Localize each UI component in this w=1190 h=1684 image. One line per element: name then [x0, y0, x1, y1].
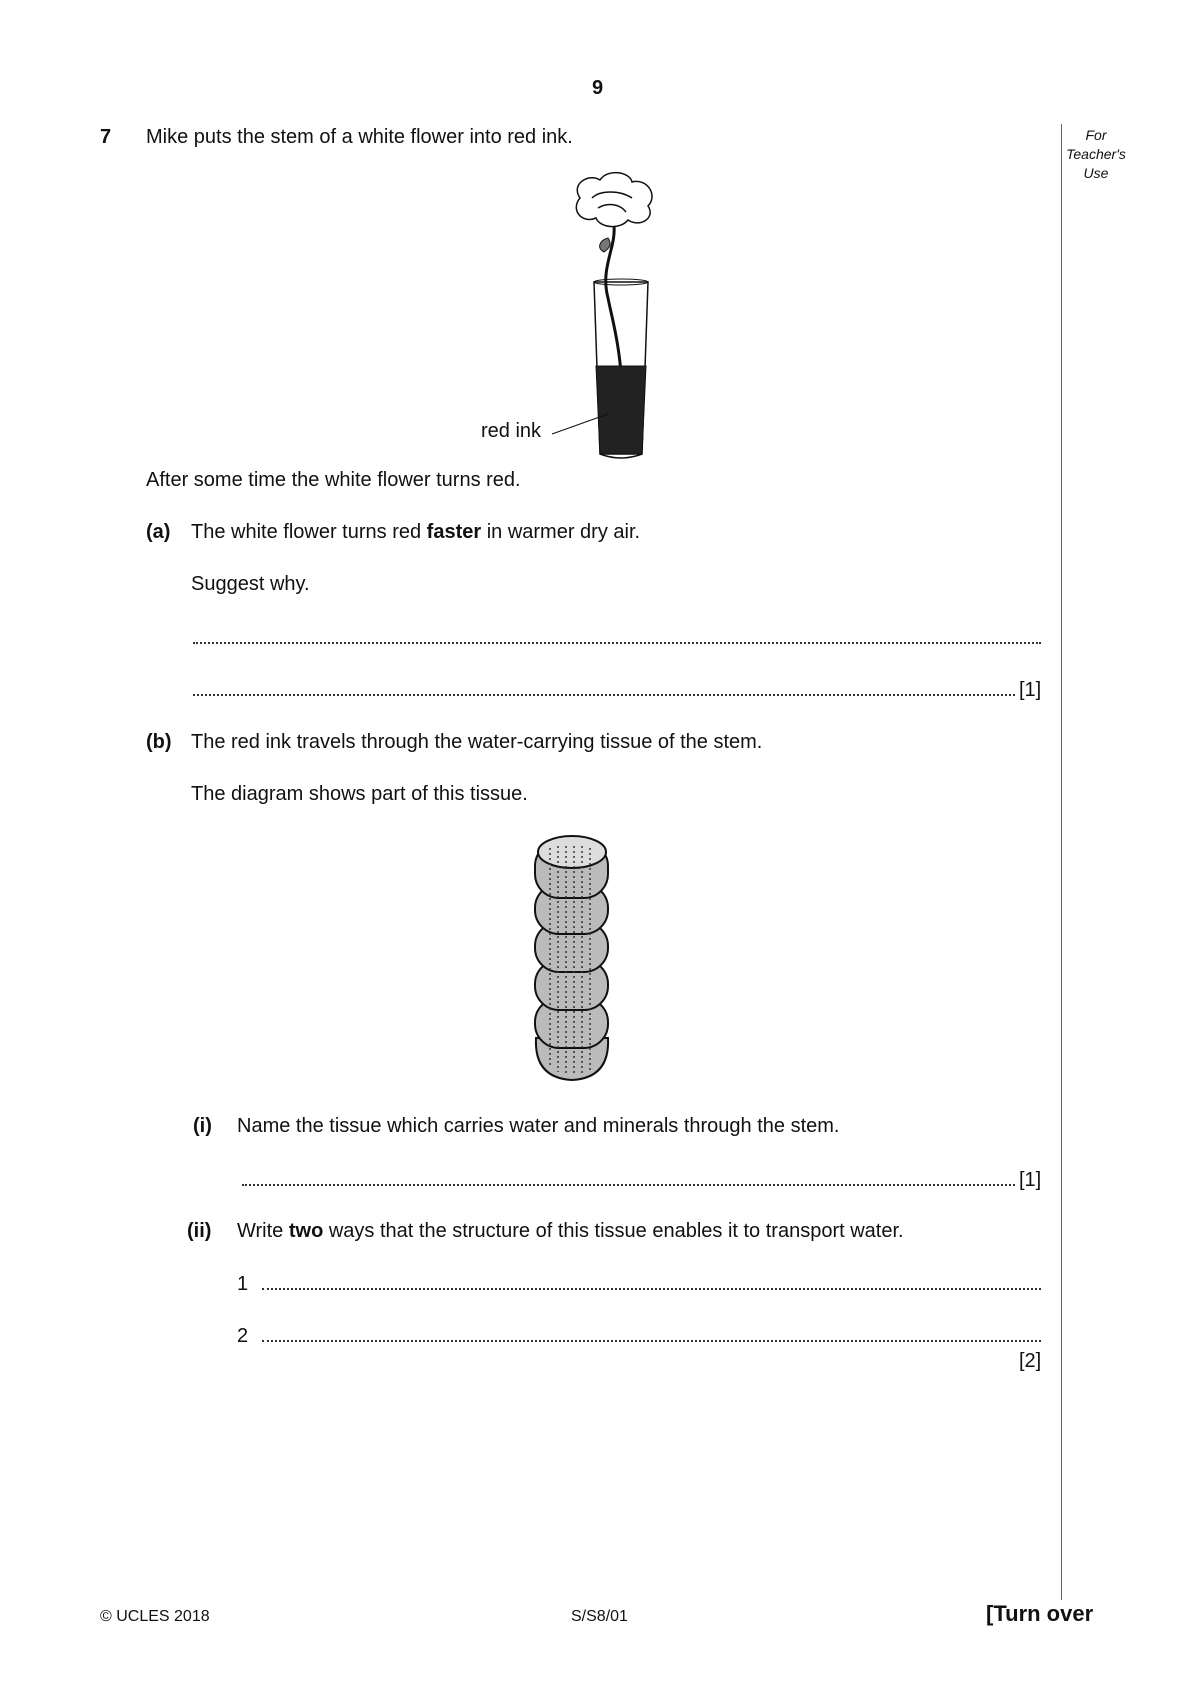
observation-text: After some time the white flower turns red. [146, 469, 521, 491]
answer-number-2: 2 [237, 1325, 249, 1347]
part-a-label: (a) [146, 521, 171, 543]
part-b-text2: The diagram shows part of this tissue. [191, 783, 528, 805]
margin-label-line: For [1085, 127, 1107, 143]
answer-line-b-i[interactable] [242, 1184, 1015, 1186]
part-b-ii-label: (ii) [187, 1220, 212, 1242]
part-b-label: (b) [146, 731, 172, 753]
marks-a: [1] [1019, 679, 1042, 701]
question-number: 7 [100, 126, 112, 148]
margin-divider [1061, 124, 1062, 1600]
question-intro: Mike puts the stem of a white flower into red ink. [146, 126, 573, 148]
red-ink-pointer-line [550, 410, 610, 440]
marks-b-i: [1] [1019, 1169, 1042, 1191]
answer-line-b-ii-1[interactable] [262, 1288, 1041, 1290]
footer-code: S/S8/01 [571, 1608, 628, 1625]
part-b-ii-text: Write two ways that the structure of this tissue enables it to transport water. [237, 1220, 904, 1242]
answer-number-1: 1 [237, 1273, 249, 1295]
part-a-prompt: Suggest why. [191, 573, 310, 595]
part-b-text: The red ink travels through the water-carrying tissue of the stem. [191, 731, 763, 753]
answer-line-b-ii-2[interactable] [262, 1340, 1041, 1342]
footer-copyright: © UCLES 2018 [100, 1608, 210, 1625]
turn-over-label: [Turn over [986, 1601, 1094, 1626]
answer-line-a2[interactable] [193, 694, 1015, 696]
marks-b-ii: [2] [1019, 1350, 1042, 1372]
red-ink-label: red ink [481, 420, 542, 442]
xylem-vessel-diagram [530, 828, 614, 1086]
teacher-use-label [1060, 126, 1132, 183]
part-a-text: The white flower turns red faster in warmer dry air. [191, 521, 641, 543]
part-b-i-label: (i) [193, 1115, 212, 1137]
answer-line-a1[interactable] [193, 642, 1041, 644]
margin-label-line: Use [1083, 165, 1109, 181]
page-number: 9 [592, 77, 604, 99]
margin-label-line: Teacher's [1066, 146, 1126, 162]
part-b-i-text: Name the tissue which carries water and minerals through the stem. [237, 1115, 840, 1137]
